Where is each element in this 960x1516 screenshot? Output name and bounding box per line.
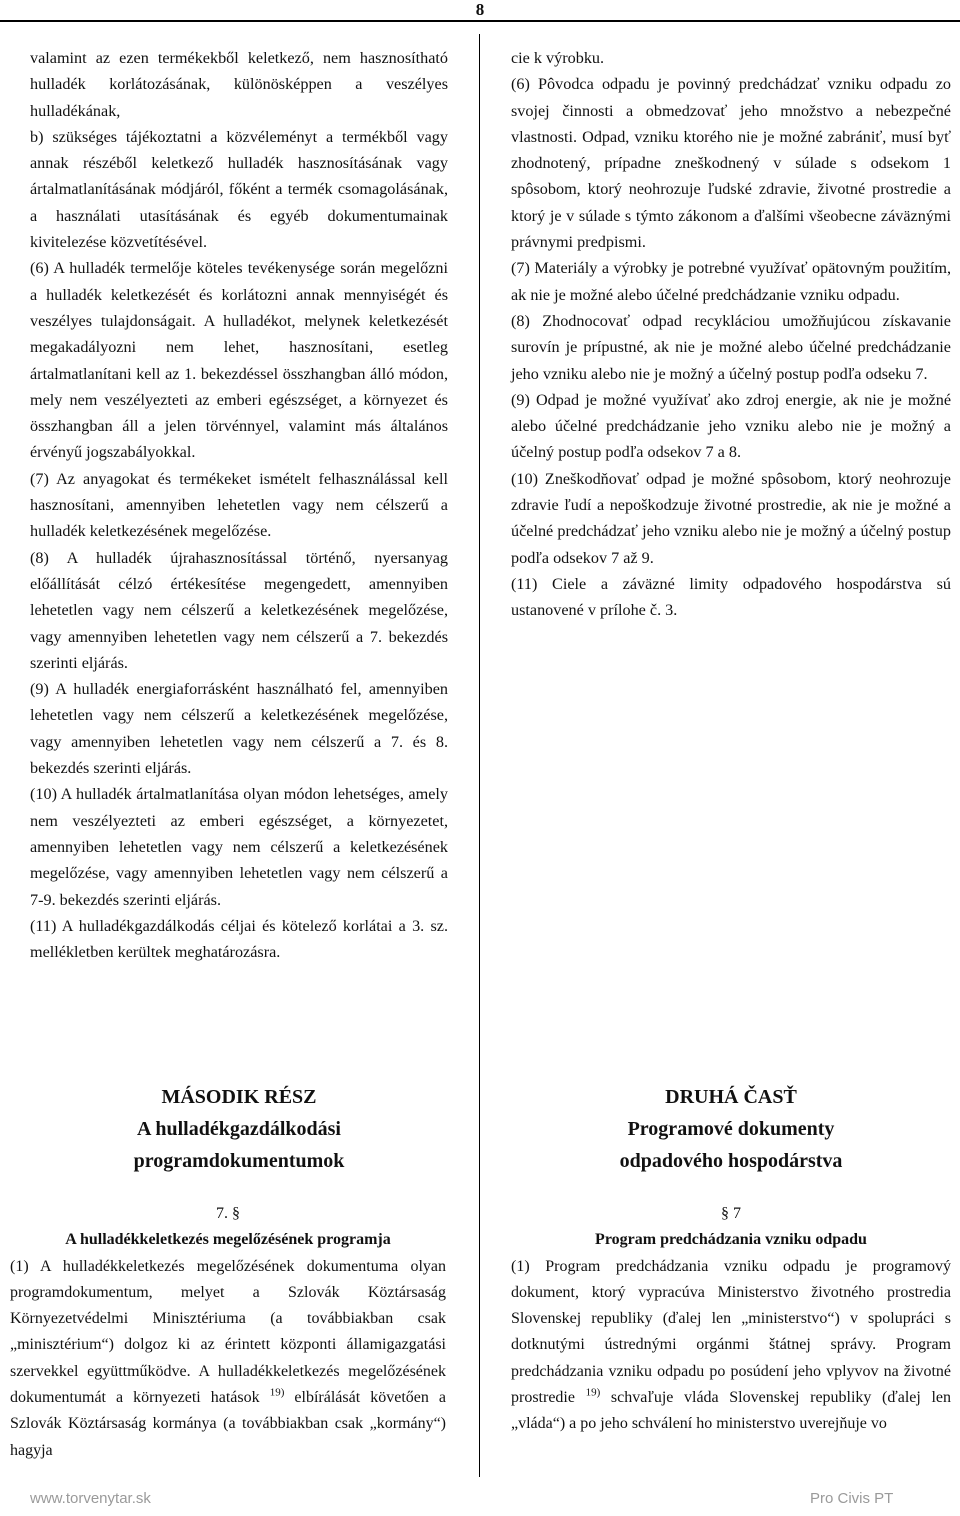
right-paragraph: (6) Pôvodca odpadu je povinný predchádzať vzniku odpadu zo svojej činnosti a obmedzovať jeho množstvo a nebezpečné vlastnosti. Odpad, vzniku ktorého nie je možné zabrániť, musí byť zhodnotený, prípadne zneškodnený v súlade s odsekom 1 spôsobom, ktorý neohrozuje ľudské zdravie, životné prostredie a ktorý je v súlade s týmto zákonom a ďalšími všeobecne záväznými právnymi predpismi. [511,75,951,252]
right-paragraph: (9) Odpad je možné využívať ako zdroj energie, ak nie je možné alebo účelné predchádzanie jeho vzniku alebo nie je možný a účelný postup podľa odsekov 7 a 8. [511,390,951,462]
right-paragraph: cie k výrobku. [511,49,605,67]
left-column [30,45,448,965]
right-paragraph: (10) Zneškodňovať odpad je možné spôsobom, ktorý neohrozuje zdravie ľudí a nepoškodzuje životné prostredie, ak nie je možné a účelné predchádzať jeho vzniku alebo nie je možný a účelný postup podľa odsekov 7 až 9. [511,469,951,567]
right-part-heading [511,1081,951,1177]
left-part-heading [30,1081,448,1177]
section-text-part: (1) Program predchádzania vzniku odpadu je programový dokument, ktorý vypracúva Ministerstvo životného prostredia Slovenskej republiky (ďalej len „ministerstvo“) v spolupráci s dotknutými ústrednými orgánmi štátnej správy. Program predchádzania vzniku odpadu po posúdení jeho vplyvov na životné prostredie [511,1257,951,1407]
left-paragraph: (7) Az anyagokat és termékeket ismételt felhasználással kell hasznosítani, amennyiben lehetetlen vagy nem célszerű a hulladék keletkezésének megelőzése. [30,469,448,541]
section-title: A hulladékkeletkezés megelőzésének programja [65,1231,391,1249]
footnote-ref: 19) [585,1386,601,1399]
left-section [10,1201,446,1464]
footnote-ref: 19) [269,1386,285,1399]
left-paragraph: valamint az ezen termékekből keletkező, nem hasznosítható hulladék korlátozásának, különösképpen a veszélyes hulladékának, [30,49,448,120]
right-heading-line: DRUHÁ ČASŤ [665,1086,797,1108]
left-heading-line: A hulladékgazdálkodási [137,1118,341,1140]
left-paragraph: (6) A hulladék termelője köteles tevékenysége során megelőzni a hulladék keletkezését és korlátozni annak mennyiségét és veszélyes tulajdonságait. A hulladékot, melynek keletkezését megakadályozni nem lehet, hasznosítani, esetleg ártalmatlanítani kell az 1. bekezdéssel összhangban álló módon, mely nem veszélyezteti az emberi egészséget, a környezet és összhangban áll a jelen törvénnyel, valamint más általános érvényű jogszabályokkal. [30,259,448,462]
column-divider [479,34,480,1477]
section-text [10,1254,446,1464]
left-paragraph: b) szükséges tájékoztatni a közvéleményt a termékből vagy annak részéből keletkező hulladék hasznosításának vagy ártalmatlanításának módjáról, főként a termék csomagolásának, a használati utasításának és egyéb dokumentumainak kivitelezése közvetítésével. [30,127,448,252]
section-number: 7. § [216,1205,240,1222]
right-column [511,45,951,624]
footer-publisher: Pro Civis PT [810,1490,894,1507]
left-paragraph: (10) A hulladék ártalmatlanítása olyan módon lehetséges, amely nem veszélyezteti az emberi egészséget, a környezetet, amennyiben lehetetlen vagy nem célszerű a keletkezésének megelőzése, vagy amennyiben lehetetlen vagy nem célszerű a 7-9. bekezdés szerinti eljárás. [30,785,448,909]
page-number: 8 [475,0,485,19]
section-text-part: schvaľuje vláda Slovenskej republiky (ďalej len „vláda“) a po jeho schválení ho ministerstvo uverejňuje vo [511,1389,951,1433]
section-number: § 7 [721,1205,741,1222]
header-rule [0,20,960,22]
footer-website: www.torvenytar.sk [30,1490,151,1507]
left-heading-line: programdokumentumok [133,1150,345,1172]
right-section [511,1201,951,1438]
section-text-part: elbírálását követően a Szlovák Köztársaság kormánya (a továbbiakban csak „kormány“) hagyja [10,1389,447,1459]
left-paragraph: (9) A hulladék energiaforrásként használható fel, amennyiben lehetetlen vagy nem célszerű a keletkezésének megelőzése, vagy amennyiben lehetetlen vagy nem célszerű a 7. és 8. bekezdés szerinti eljárás. [30,680,448,778]
right-paragraph: (7) Materiály a výrobky je potrebné využívať opätovným použitím, ak nie je možné alebo účelné predchádzanie vzniku odpadu. [511,259,951,304]
section-text [511,1254,951,1438]
right-heading-line: odpadového hospodárstva [619,1150,843,1172]
left-heading-line: MÁSODIK RÉSZ [161,1086,317,1108]
left-paragraph: (11) A hulladékgazdálkodás céljai és kötelező korlátai a 3. sz. mellékletben kerültek meghatározásra. [30,916,448,962]
right-paragraph: (8) Zhodnocovať odpad recykláciou umožňujúcou získavanie surovín je prípustné, ak nie je možné alebo účelné predchádzanie jeho vzniku alebo nie je možný a účelný postup podľa odseku 7. [511,311,951,383]
right-heading-line: Programové dokumenty [627,1118,835,1140]
right-paragraph: (11) Ciele a záväzné limity odpadového hospodárstva sú ustanovené v prílohe č. 3. [511,574,951,620]
left-paragraph: (8) A hulladék újrahasznosítással történő, nyersanyag előállítását célzó értékesítése megengedett, amennyiben lehetetlen vagy nem célszerű a keletkezésének megelőzése, vagy amennyiben lehetetlen vagy nem célszerű a 7. bekezdés szerinti eljárás. [30,548,448,672]
section-text-part: (1) A hulladékkeletkezés megelőzésének dokumentuma olyan programdokumentum, melyet a Szlovák Köztársaság Környezetvédelmi Minisztériuma (a továbbiakban csak „minisztérium“) dolgoz ki az érintett központi államigazgatási szervekkel együttműködve. A hulladékkeletkezés megelőzésének dokumentumát a környezeti hatások [10,1257,446,1407]
section-title: Program predchádzania vzniku odpadu [595,1231,867,1249]
